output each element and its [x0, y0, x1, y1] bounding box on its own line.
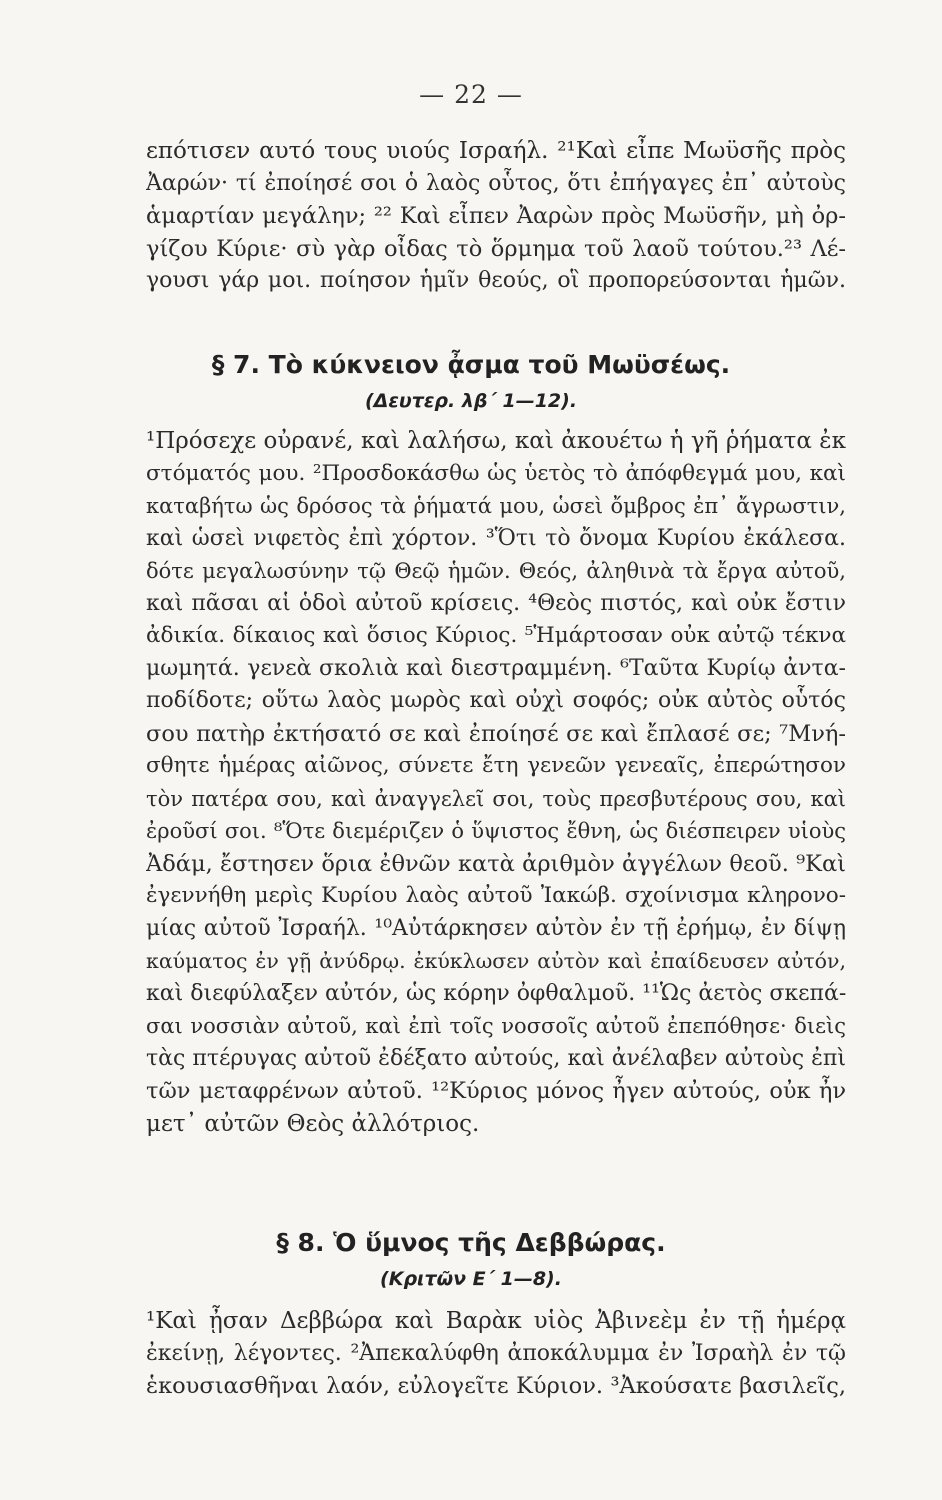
- text-line: τὰς πτέρυγας αὐτοῦ ἐδέξατο αὐτούς, καὶ ἀνέλαβεν αὐτοὺς ἐπὶ: [146, 1045, 846, 1071]
- text-line: καὶ διεφύλαξεν αὐτόν, ὡς κόρην ὀφθαλμοῦ. ¹¹Ὡς ἀετὸς σκεπά-: [146, 980, 846, 1006]
- text-line: ¹Πρόσεχε οὐρανέ, καὶ λαλήσω, καὶ ἀκουέτω ἡ γῆ ῥήματα ἐκ: [146, 428, 846, 454]
- section-7-reference: (Δευτερ. λβ΄ 1—12).: [364, 390, 578, 412]
- text-line: στόματός μου. ²Προσδοκάσθω ὡς ὑετὸς τὸ ἀπόφθεγμά μου, καὶ: [146, 460, 846, 486]
- text-line: τὸν πατέρα σου, καὶ ἀναγγελεῖ σοι, τοὺς πρεσβυτέρους σου, καὶ: [146, 786, 846, 811]
- text-line: ¹Καὶ ᾖσαν Δεββώρα καὶ Βαρὰκ υἱὸς Ἀβινεὲμ ἐν τῇ ἡμέρᾳ: [146, 1308, 846, 1334]
- text-line: ἑκουσιασθῆναι λαόν, εὐλογεῖτε Κύριον. ³Ἀκούσατε βασιλεῖς,: [146, 1373, 846, 1399]
- text-line: σαι νοσσιὰν αὐτοῦ, καὶ ἐπὶ τοῖς νοσσοῖς αὐτοῦ ἐπεπόθησε· διεὶς: [146, 1014, 846, 1038]
- text-line: Ἀδάμ, ἔστησεν ὅρια ἐθνῶν κατὰ ἀριθμὸν ἀγγέλων θεοῦ. ⁹Καὶ: [146, 850, 846, 877]
- page-number: — 22 —: [419, 80, 523, 109]
- text-line: ποδίδοτε; οὕτω λαὸς μωρὸς καὶ οὐχὶ σοφός; οὐκ αὐτὸς οὗτός: [146, 688, 846, 713]
- text-line: σθητε ἡμέρας αἰῶνος, σύνετε ἔτη γενεῶν γενεαῖς, ἐπερώτησον: [146, 753, 846, 778]
- text-line: καὶ πᾶσαι αἱ ὁδοὶ αὐτοῦ κρίσεις. ⁴Θεὸς πιστός, καὶ οὐκ ἔστιν: [146, 590, 846, 616]
- passage-1: [146, 135, 846, 298]
- text-line: δότε μεγαλωσύνην τῷ Θεῷ ἡμῶν. Θεός, ἀληθινὰ τὰ ἔργα αὐτοῦ,: [146, 559, 846, 583]
- section-7-heading: § 7. Τὸ κύκνειον ᾆσμα τοῦ Μωϋσέως.: [211, 350, 731, 379]
- text-line: ἀδικία. δίκαιος καὶ ὅσιος Κύριος. ⁵Ἡμάρτοσαν οὐκ αὐτῷ τέκνα: [146, 623, 846, 648]
- text-line: τῶν μεταφρένων αὐτοῦ. ¹²Κύριος μόνος ἦγεν αὐτούς, οὐκ ἦν: [146, 1078, 846, 1104]
- text-line: επότισεν αυτό τους υιούς Ισραήλ. ²¹Καὶ εἶπε Μωϋσῆς πρὸς: [146, 138, 846, 164]
- text-line: γίζου Κύριε· σὺ γὰρ οἶδας τὸ ὅρμημα τοῦ λαοῦ τούτου.²³ Λέ-: [146, 235, 846, 262]
- text-line: μετ᾿ αὐτῶν Θεὸς ἀλλότριος.: [146, 1110, 480, 1137]
- passage-3: [146, 1305, 846, 1403]
- text-line: μίας αὐτοῦ Ἰσραήλ. ¹⁰Αὐτάρκησεν αὐτὸν ἐν τῇ ἐρήμῳ, ἐν δίψῃ: [146, 915, 846, 941]
- section-8-heading: § 8. Ὁ ὕμνος τῆς Δεββώρας.: [276, 1228, 666, 1257]
- text-line: ἐροῦσί σοι. ⁸Ὅτε διεμέριζεν ὁ ὕψιστος ἔθνη, ὡς διέσπειρεν υἱοὺς: [146, 819, 846, 843]
- text-line: ἐκείνῃ, λέγοντες. ²Ἀπεκαλύφθη ἀποκάλυμμα ἐν Ἰσραὴλ ἐν τῷ: [146, 1340, 846, 1366]
- text-line: γουσι γάρ μοι. ποίησον ἡμῖν θεούς, οἳ προπορεύσονται ἡμῶν.: [146, 268, 846, 293]
- text-line: μωμητά. γενεὰ σκολιὰ καὶ διεστραμμένη. ⁶Ταῦτα Κυρίῳ ἀντα-: [146, 655, 846, 681]
- text-line: καύματος ἐν γῇ ἀνύδρῳ. ἐκύκλωσεν αὐτὸν καὶ ἐπαίδευσεν αὐτόν,: [146, 949, 846, 973]
- section-8-reference: (Κριτῶν Ε΄ 1—8).: [380, 1268, 562, 1290]
- text-line: ἁμαρτίαν μεγάλην; ²² Καὶ εἶπεν Ἀαρὼν πρὸς Μωϋσῆν, μὴ ὀρ-: [146, 203, 846, 229]
- text-line: σου πατὴρ ἐκτήσατό σε καὶ ἐποίησέ σε καὶ ἔπλασέ σε; ⁷Μνή-: [146, 720, 846, 747]
- text-line: καὶ ὡσεὶ νιφετὸς ἐπὶ χόρτον. ³Ὅτι τὸ ὄνομα Κυρίου ἐκάλεσα.: [146, 525, 846, 551]
- text-line: ἐγεννήθη μερὶς Κυρίου λαὸς αὐτοῦ Ἰακώβ. σχοίνισμα κληρονο-: [146, 883, 846, 908]
- text-line: Ἀαρών· τί ἐποίησέ σοι ὁ λαὸς οὗτος, ὅτι ἐπήγαγες ἐπ᾿ αὐτοὺς: [146, 170, 846, 196]
- passage-2: [146, 425, 846, 1140]
- text-line: καταβήτω ὡς δρόσος τὰ ῥήματά μου, ὡσεὶ ὄμβρος ἐπ᾿ ἄγρωστιν,: [146, 494, 846, 518]
